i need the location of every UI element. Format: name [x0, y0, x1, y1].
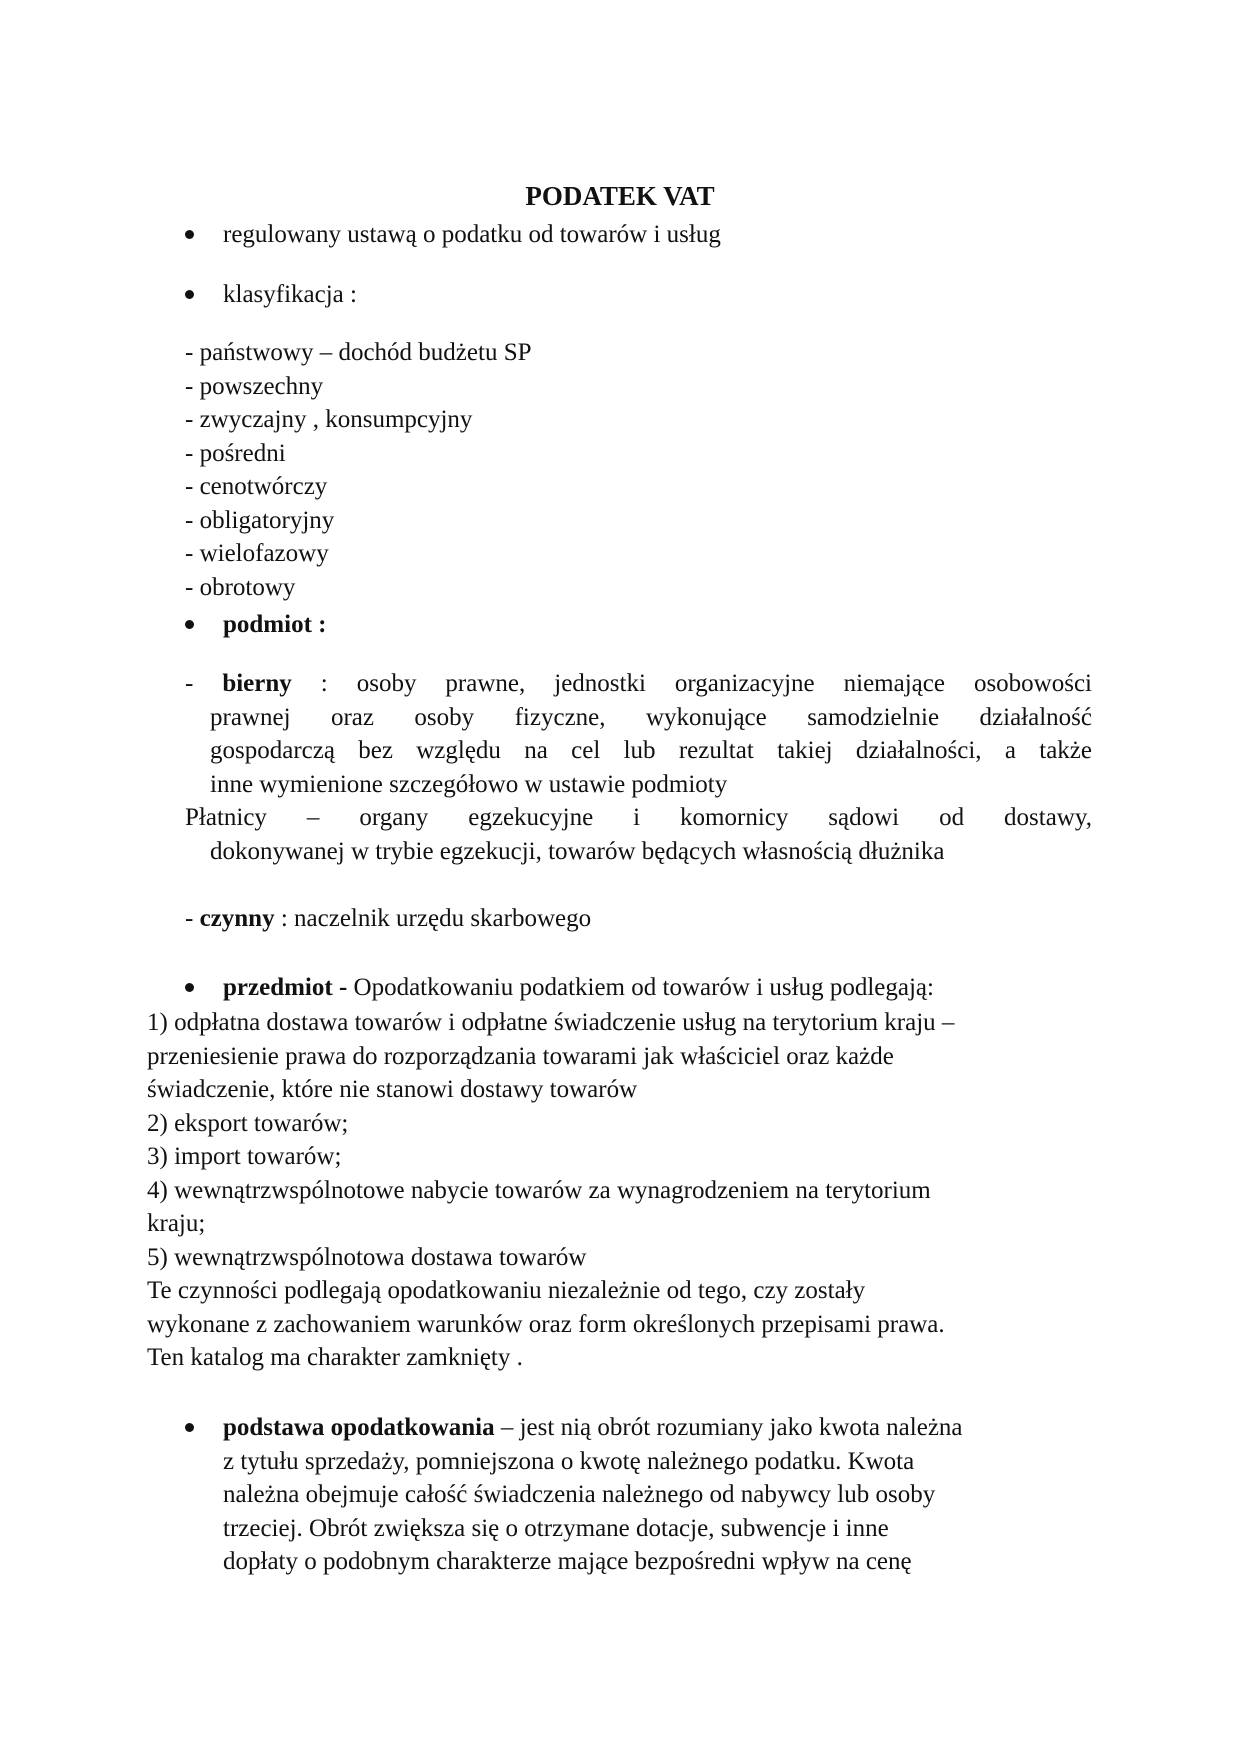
- class-item: - wielofazowy: [185, 540, 329, 567]
- bullet-dot-icon: [185, 290, 194, 299]
- object-line: 4) wewnątrzwspólnotowe nabycie towarów za wynagrodzeniem na terytorium: [147, 1176, 931, 1204]
- platnicy-line-2: dokonywanej w trybie egzekucji, towarów będących własnością dłużnika: [210, 837, 945, 865]
- object-line: przeniesienie prawa do rozporządzania towarami jak właściciel oraz każde: [147, 1042, 894, 1070]
- tax-base-line: z tytułu sprzedaży, pomniejszona o kwotę należnego podatku. Kwota: [223, 1447, 915, 1475]
- class-item: - obligatoryjny: [185, 506, 335, 534]
- platnicy-line-1: Płatnicy – organy egzekucyjne i komornicy sądowi od dostawy,: [185, 804, 1092, 831]
- bullet-dot-icon: [185, 983, 194, 992]
- bullet-text: podstawa opodatkowania – jest nią obrót rozumiany jako kwota należna: [223, 1414, 963, 1441]
- bullet-dot-icon: [185, 1423, 194, 1432]
- object-line: 5) wewnątrzwspólnotowa dostawa towarów: [147, 1243, 587, 1271]
- podstawa-label: podstawa opodatkowania: [223, 1414, 495, 1441]
- object-line: Ten katalog ma charakter zamknięty .: [147, 1344, 523, 1371]
- przedmiot-label: przedmiot -: [223, 974, 348, 1001]
- object-line: świadczenie, które nie stanowi dostawy towarów: [147, 1076, 638, 1103]
- tax-base-line: dopłaty o podobnym charakterze mające bezpośredni wpływ na cenę: [223, 1548, 912, 1575]
- class-item: - cenotwórczy: [185, 473, 328, 500]
- object-line: Te czynności podlegają opodatkowaniu niezależnie od tego, czy zostały: [147, 1277, 866, 1304]
- object-line: 3) import towarów;: [147, 1143, 342, 1170]
- class-item: - obrotowy: [185, 573, 296, 601]
- czynny-label: czynny: [199, 905, 275, 932]
- class-item: - pośredni: [185, 439, 286, 467]
- bullet-text: podmiot :: [223, 611, 327, 638]
- bierny-line-3: gospodarczą bez względu na cel lub rezultat takiej działalności, a także: [210, 737, 1092, 764]
- object-line: kraju;: [147, 1210, 206, 1237]
- bullet-text: przedmiot - Opodatkowaniu podatkiem od towarów i usług podlegają:: [223, 974, 934, 1001]
- class-item: - zwyczajny , konsumpcyjny: [185, 406, 473, 433]
- tax-base-line: należna obejmuje całość świadczenia należnego od nabywcy lub osoby: [223, 1481, 936, 1508]
- bierny-line-2: prawnej oraz osoby fizyczne, wykonujące samodzielnie działalność: [210, 703, 1092, 731]
- object-line: wykonane z zachowaniem warunków oraz form określonych przepisami prawa.: [147, 1310, 945, 1338]
- bierny-label: bierny: [222, 670, 292, 697]
- czynny-line: - czynny : naczelnik urzędu skarbowego: [185, 905, 592, 932]
- class-item: - państwowy – dochód budżetu SP: [185, 339, 532, 366]
- page-title: PODATEK VAT: [525, 181, 715, 211]
- class-item: - powszechny: [185, 372, 324, 400]
- object-line: 1) odpłatna dostawa towarów i odpłatne świadczenie usług na terytorium kraju –: [147, 1009, 955, 1036]
- tax-base-line: trzeciej. Obrót zwiększa się o otrzymane dotacje, subwencje i inne: [223, 1514, 889, 1542]
- bullet-dot-icon: [185, 620, 194, 629]
- bierny-line-4: inne wymienione szczegółowo w ustawie podmioty: [210, 770, 728, 798]
- bullet-text: regulowany ustawą o podatku od towarów i usług: [223, 221, 721, 248]
- bierny-line-1: - bierny : osoby prawne, jednostki organizacyjne niemające osobowości: [185, 670, 1093, 697]
- bullet-text: klasyfikacja :: [223, 281, 357, 308]
- bullet-dot-icon: [185, 230, 194, 239]
- object-line: 2) eksport towarów;: [147, 1109, 349, 1137]
